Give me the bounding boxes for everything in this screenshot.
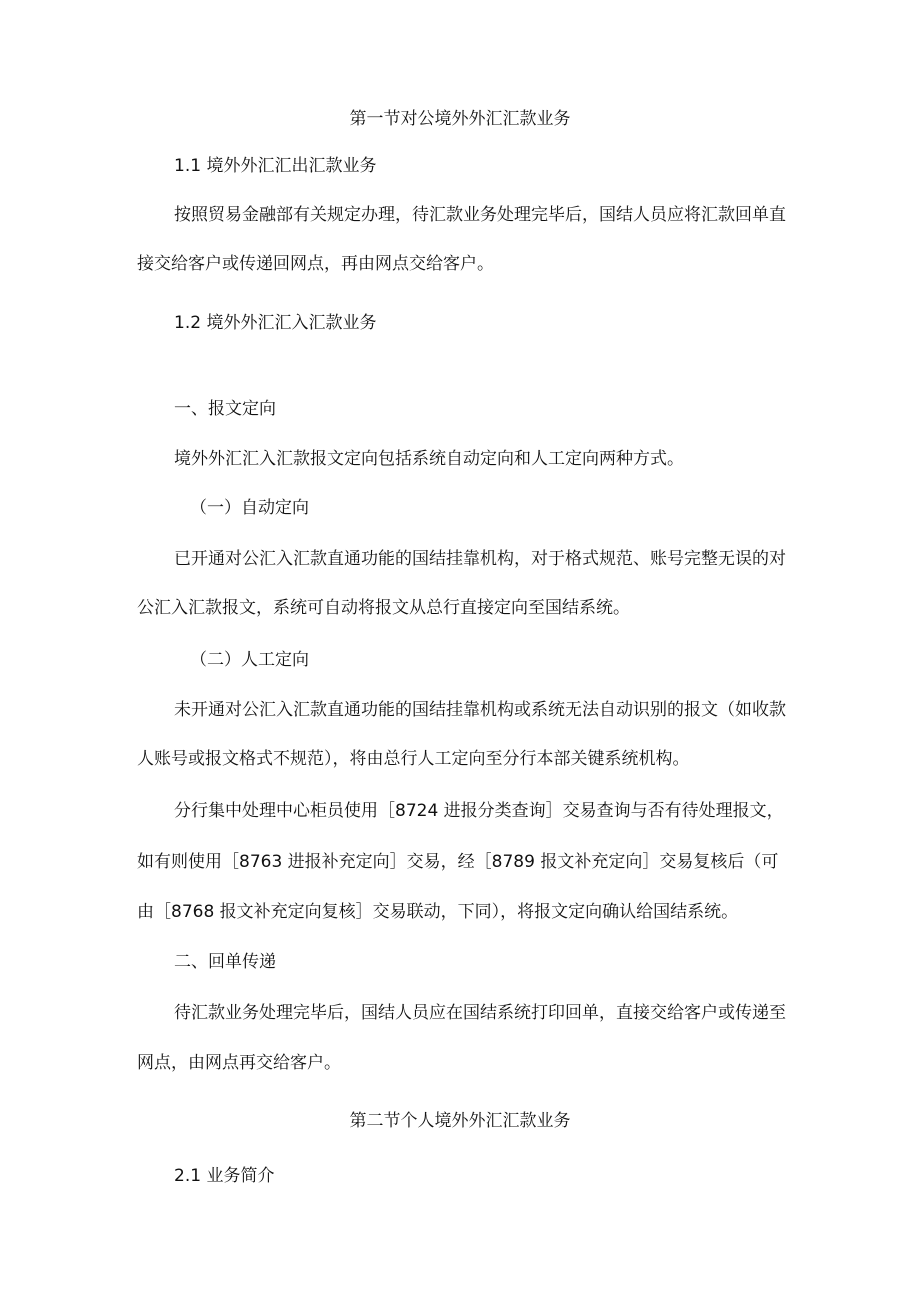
paragraph-line: 如有则使用［8763 进报补充定向］交易，经［8789 报文补充定向］交易复核后（可 (137, 852, 779, 872)
paragraph-line: 分行集中处理中心柜员使用［8724 进报分类查询］交易查询与否有待处理报文， (174, 801, 784, 821)
subsection-1-1-title: 1.1 境外外汇汇出汇款业务 (174, 156, 377, 176)
paragraph-line: 网点，由网点再交给客户。 (137, 1053, 341, 1073)
paragraph-line: 待汇款业务处理完毕后，国结人员应在国结系统打印回单，直接交给客户或传递至 (174, 1003, 786, 1023)
part-1-title: 一、报文定向 (174, 399, 276, 419)
section-2-title: 第二节个人境外外汇汇款业务 (349, 1111, 571, 1131)
auto-direction-title: （一）自动定向 (190, 498, 309, 518)
subsection-2-1-title: 2.1 业务简介 (174, 1166, 275, 1186)
paragraph-line: 接交给客户或传递回网点，再由网点交给客户。 (137, 254, 494, 274)
paragraph-line: 未开通对公汇入汇款直通功能的国结挂靠机构或系统无法自动识别的报文（如收款 (174, 700, 786, 720)
manual-direction-title: （二）人工定向 (190, 650, 309, 670)
paragraph-line: 公汇入汇款报文，系统可自动将报文从总行直接定向至国结系统。 (137, 598, 630, 618)
paragraph-line: 人账号或报文格式不规范），将由总行人工定向至分行本部关键系统机构。 (137, 749, 690, 769)
paragraph-line: 按照贸易金融部有关规定办理，待汇款业务处理完毕后，国结人员应将汇款回单直 (174, 205, 786, 225)
paragraph-line: 已开通对公汇入汇款直通功能的国结挂靠机构，对于格式规范、账号完整无误的对 (174, 549, 786, 569)
subsection-1-2-title: 1.2 境外外汇汇入汇款业务 (174, 313, 377, 333)
section-1-title: 第一节对公境外外汇汇款业务 (349, 109, 571, 129)
part-2-title: 二、回单传递 (174, 952, 276, 972)
paragraph-line: 境外外汇汇入汇款报文定向包括系统自动定向和人工定向两种方式。 (174, 449, 684, 469)
paragraph-line: 由［8768 报文补充定向复核］交易联动，下同），将报文定向确认给国结系统。 (137, 902, 739, 922)
